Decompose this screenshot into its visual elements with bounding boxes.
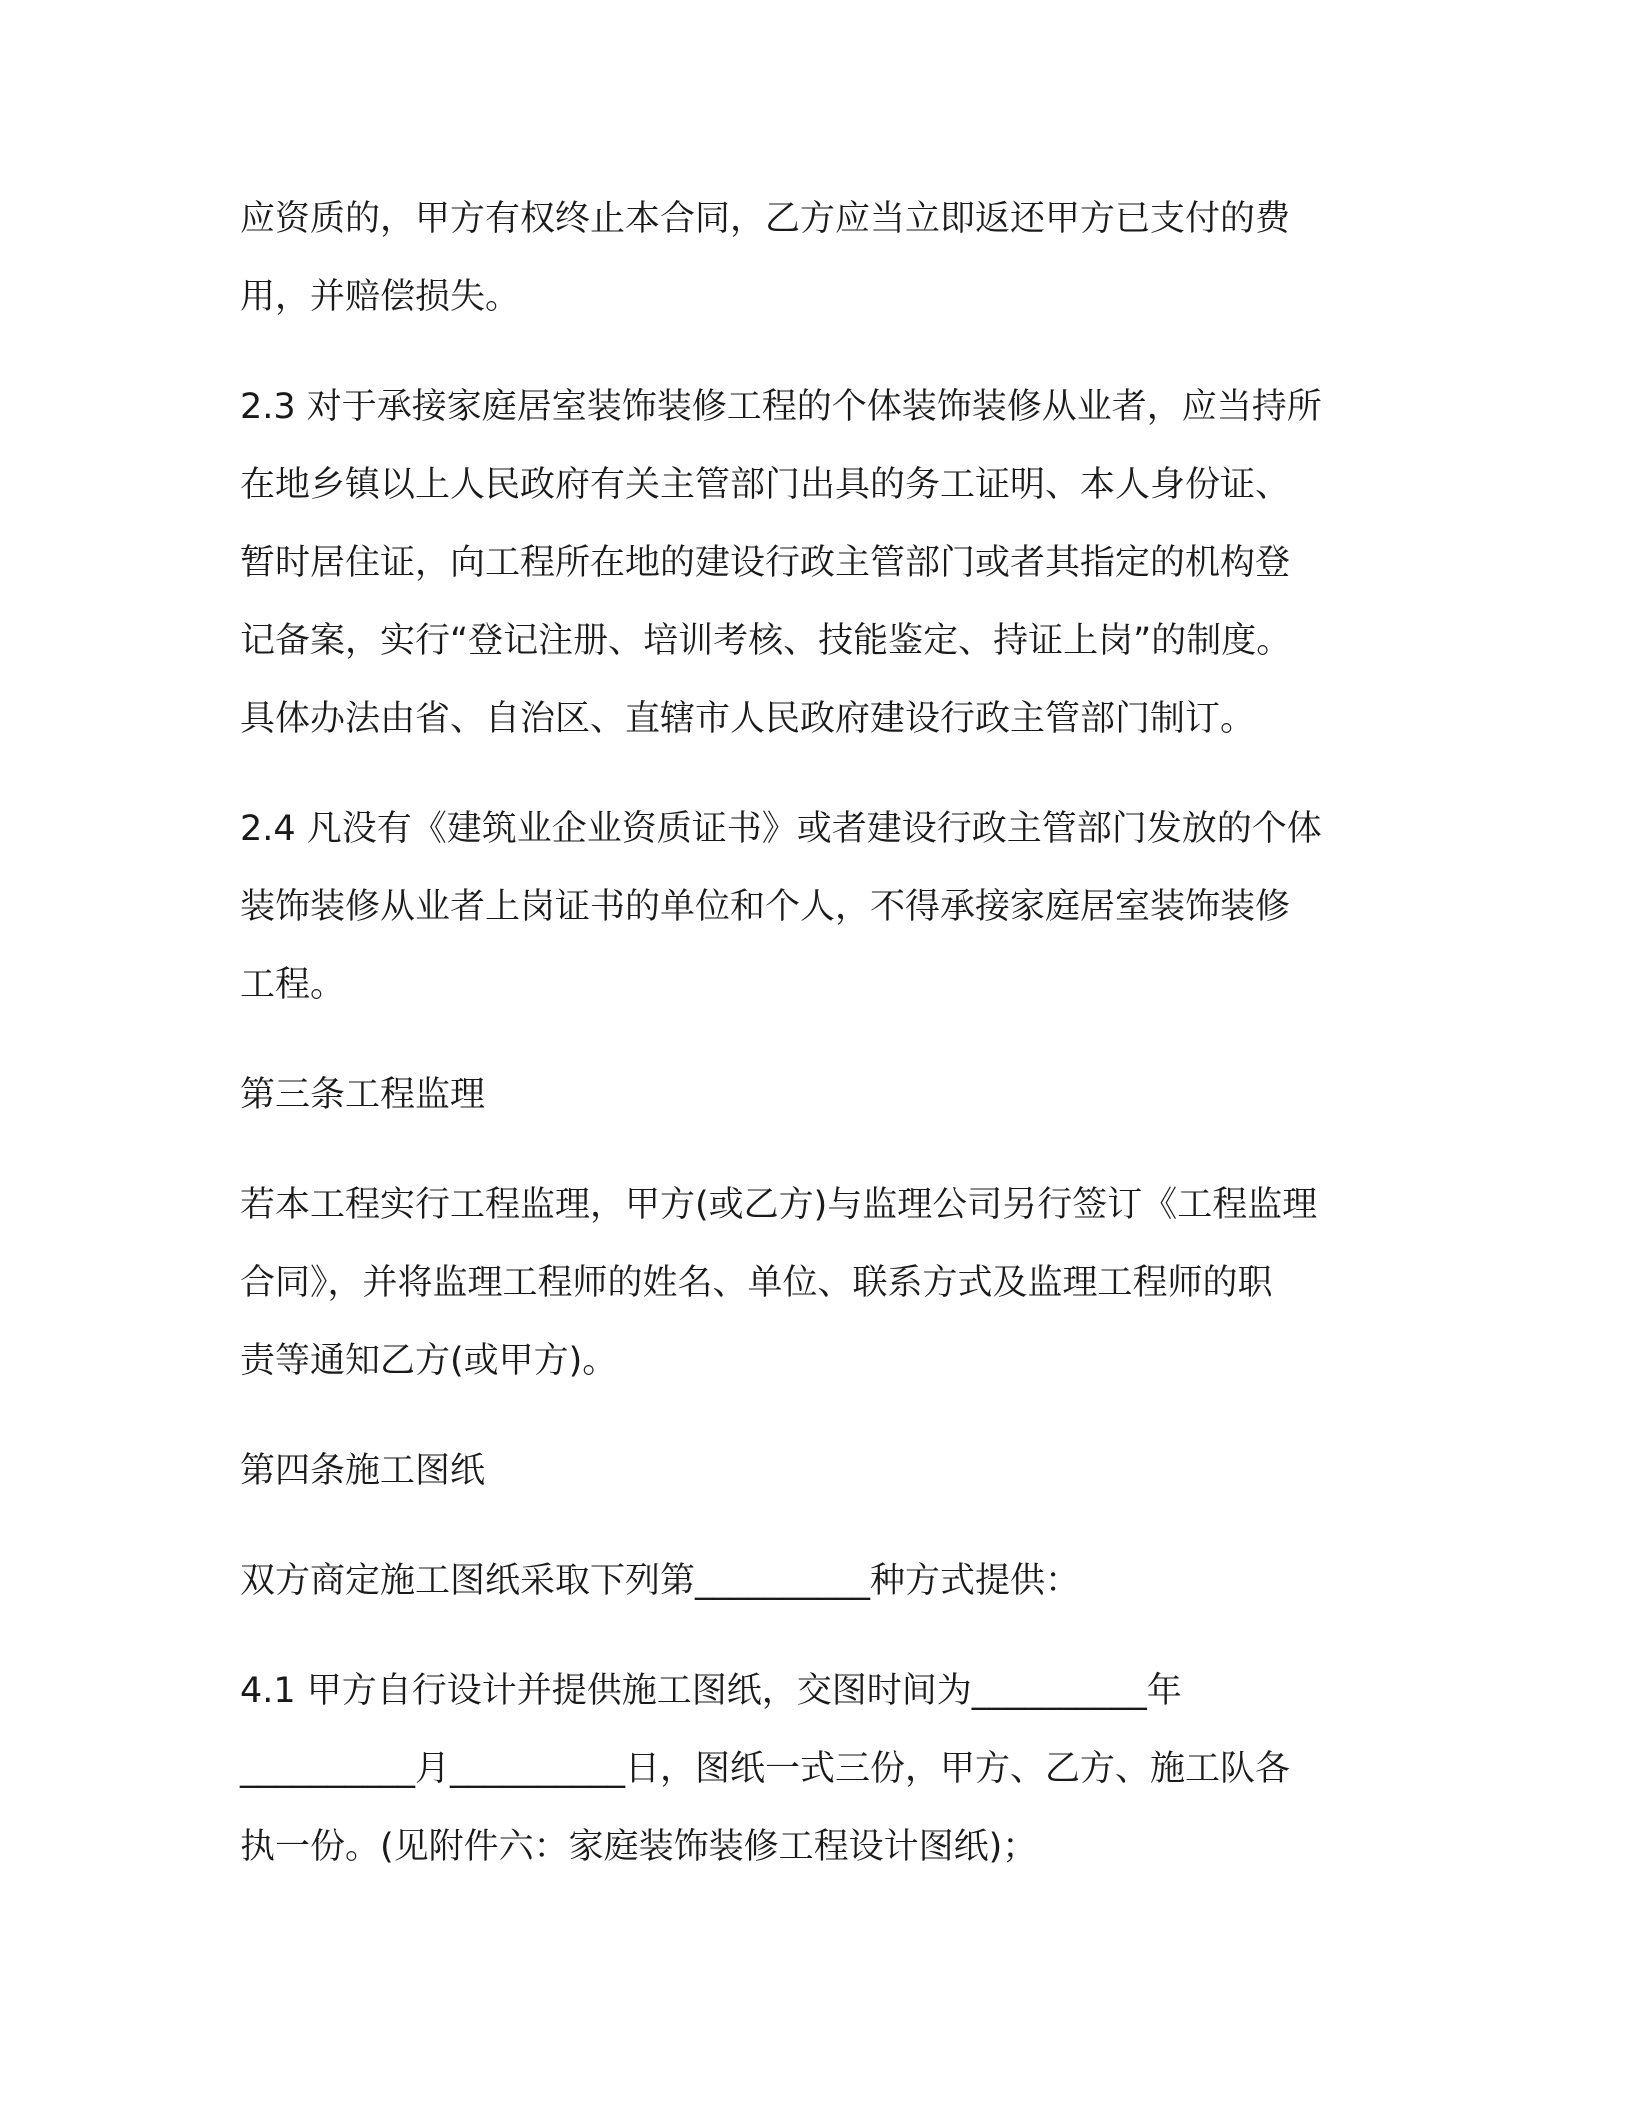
text-line: 2.4 凡没有《建筑业企业资质证书》或者建设行政主管部门发放的个体 xyxy=(240,809,1322,849)
paragraph-gap xyxy=(240,758,1410,790)
text-line: 应资质的，甲方有权终止本合同，乙方应当立即返还甲方已支付的费 xyxy=(240,199,1291,239)
document-body xyxy=(240,180,1410,1886)
heading-article-3 xyxy=(240,1056,1410,1134)
text-line: 第三条工程监理 xyxy=(240,1075,486,1115)
paragraph-clause-2-3 xyxy=(240,368,1410,758)
text-line: 2.3 对于承接家庭居室装饰装修工程的个体装饰装修从业者，应当持所 xyxy=(240,387,1322,427)
text-line: 装饰装修从业者上岗证书的单位和个人，不得承接家庭居室装饰装修 xyxy=(240,887,1291,927)
paragraph-gap xyxy=(240,1510,1410,1542)
text-line: 若本工程实行工程监理，甲方(或乙方)与监理公司另行签订《工程监理 xyxy=(240,1185,1318,1225)
text-line: 执一份。(见附件六：家庭装饰装修工程设计图纸)； xyxy=(240,1827,1038,1867)
paragraph-gap xyxy=(240,336,1410,368)
paragraph-clause-2-4 xyxy=(240,790,1410,1024)
text-line: 在地乡镇以上人民政府有关主管部门出具的务工证明、本人身份证、 xyxy=(240,465,1291,505)
heading-article-4 xyxy=(240,1432,1410,1510)
text-line: __________月__________日，图纸一式三份，甲方、乙方、施工队各 xyxy=(240,1749,1291,1789)
text-line: 暂时居住证，向工程所在地的建设行政主管部门或者其指定的机构登 xyxy=(240,543,1291,583)
paragraph-gap xyxy=(240,1134,1410,1166)
text-line: 合同》，并将监理工程师的姓名、单位、联系方式及监理工程师的职 xyxy=(240,1263,1273,1303)
paragraph-gap xyxy=(240,1620,1410,1652)
text-line: 双方商定施工图纸采取下列第__________种方式提供： xyxy=(240,1561,1081,1601)
paragraph-article-3-body xyxy=(240,1166,1410,1400)
paragraph-gap xyxy=(240,1400,1410,1432)
text-line: 用，并赔偿损失。 xyxy=(240,277,521,317)
text-line: 责等通知乙方(或甲方)。 xyxy=(240,1341,618,1381)
paragraph-termination-clause-continued xyxy=(240,180,1410,336)
text-line: 4.1 甲方自行设计并提供施工图纸，交图时间为__________年 xyxy=(240,1671,1182,1711)
paragraph-clause-4-1 xyxy=(240,1652,1410,1886)
paragraph-gap xyxy=(240,1024,1410,1056)
paragraph-article-4-intro xyxy=(240,1542,1410,1620)
text-line: 记备案，实行“登记注册、培训考核、技能鉴定、持证上岗”的制度。 xyxy=(240,621,1292,661)
text-line: 具体办法由省、自治区、直辖市人民政府建设行政主管部门制订。 xyxy=(240,699,1256,739)
text-line: 第四条施工图纸 xyxy=(240,1451,486,1491)
text-line: 工程。 xyxy=(240,965,346,1005)
